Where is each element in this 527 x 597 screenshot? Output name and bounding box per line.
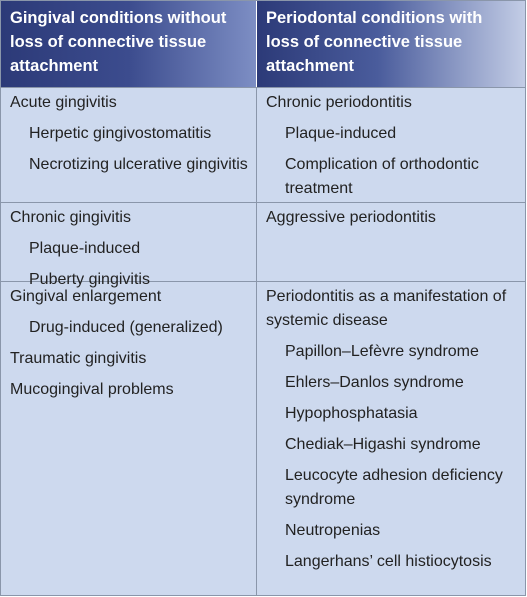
periodontal-cell <box>257 203 525 281</box>
condition-item: Gingival enlargement <box>10 288 162 305</box>
header-periodontal-conditions: Periodontal conditions with loss of connective tissue attachment <box>257 1 525 87</box>
table-header <box>1 1 525 88</box>
condition-subitem: Puberty gingivitis <box>29 271 150 288</box>
condition-item: Chronic gingivitis <box>10 209 131 226</box>
condition-item: Mucogingival problems <box>10 381 174 398</box>
condition-subitem: Necrotizing ulcerative gingivitis <box>29 156 248 173</box>
condition-subitem: Plaque-induced <box>285 125 397 142</box>
condition-subitem: Drug-induced (generalized) <box>29 319 223 336</box>
condition-subitem: Plaque-induced <box>29 240 141 257</box>
condition-subitem: Herpetic gingivostomatitis <box>29 125 212 142</box>
header-gingival-conditions: Gingival conditions without loss of connective tissue attachment <box>1 1 257 87</box>
table-row <box>1 203 525 288</box>
condition-subitem: Leucocyte adhesion deficiency syndrome <box>285 467 503 508</box>
table-row <box>1 282 525 596</box>
condition-item: Traumatic gingivitis <box>10 350 147 367</box>
condition-subitem: Hypophosphatasia <box>285 405 418 422</box>
condition-subitem: Neutropenias <box>285 522 381 539</box>
condition-item: Aggressive periodontitis <box>266 209 436 226</box>
condition-item: Chronic periodontitis <box>266 94 412 111</box>
table-row <box>1 88 525 203</box>
condition-subitem: Chediak–Higashi syndrome <box>285 436 481 453</box>
gingival-cell <box>1 203 257 288</box>
condition-subitem: Papillon–Lefèvre syndrome <box>285 343 479 360</box>
condition-subitem: Langerhans’ cell histiocytosis <box>285 553 492 570</box>
condition-item: Periodontitis as a manifestation of systemic disease <box>266 288 507 329</box>
condition-subitem: Complication of orthodontic treatment <box>285 156 479 197</box>
condition-item: Acute gingivitis <box>10 94 117 111</box>
periodontal-cell <box>257 88 525 202</box>
condition-subitem: Ehlers–Danlos syndrome <box>285 374 464 391</box>
table-body <box>1 88 525 596</box>
periodontal-cell <box>257 282 525 596</box>
gingival-cell <box>1 282 257 596</box>
gingival-cell <box>1 88 257 202</box>
